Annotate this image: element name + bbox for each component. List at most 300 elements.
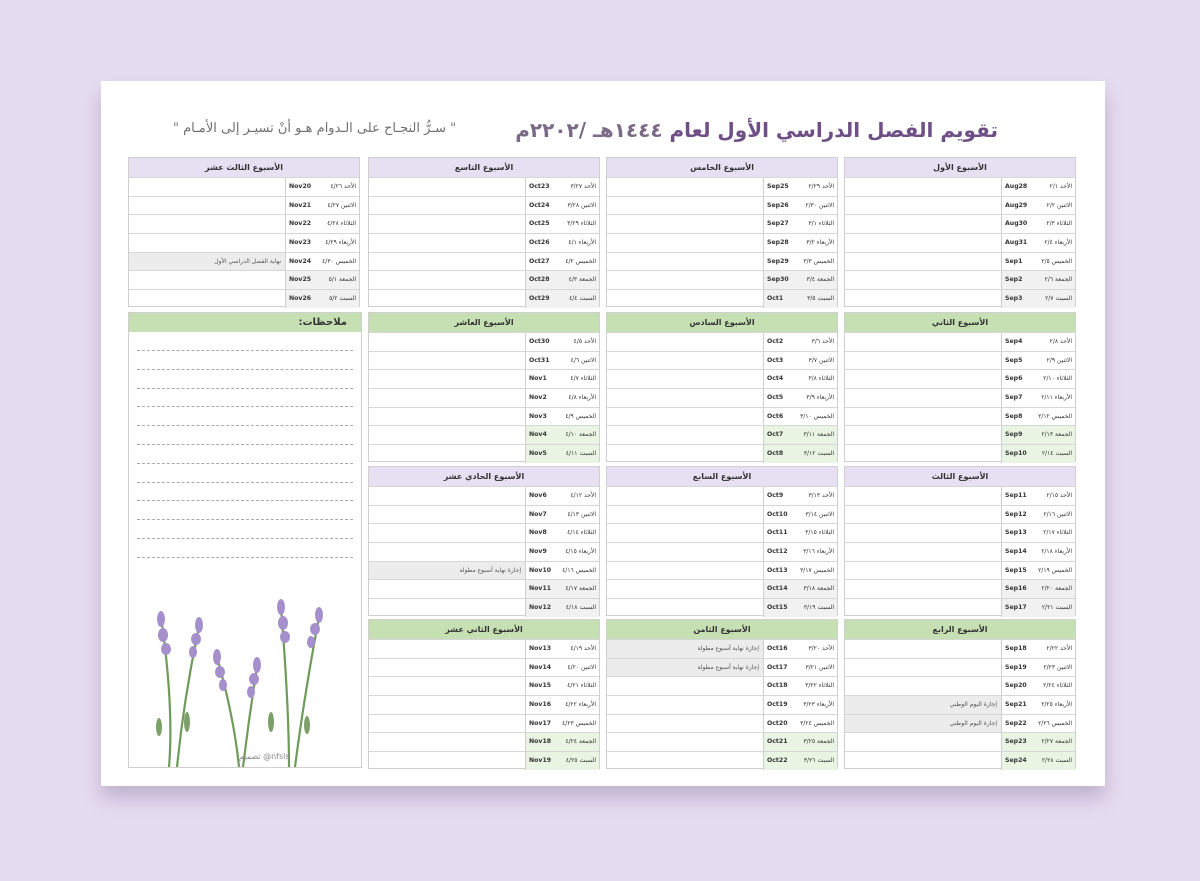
day-note-cell[interactable] [369,445,525,463]
gregorian-date: Sep25 [767,183,789,190]
day-note-cell[interactable] [845,677,1001,695]
notes-line[interactable] [137,519,353,520]
day-row[interactable] [369,425,599,444]
hijri-day: الثلاثاء ٤/١٤ [567,529,596,537]
day-note-cell[interactable] [607,752,763,770]
day-note-cell[interactable] [369,752,525,770]
day-note-cell[interactable] [845,215,1001,233]
day-row[interactable] [369,732,599,751]
day-row[interactable] [129,252,359,271]
day-cell [525,543,599,561]
day-row[interactable] [369,505,599,524]
day-row[interactable] [607,233,837,252]
week-title: الأسبوع الثامن [607,620,837,639]
day-note-cell[interactable] [845,290,1001,308]
day-row[interactable] [129,270,359,289]
day-row[interactable] [845,270,1075,289]
day-row[interactable] [369,676,599,695]
day-row[interactable] [369,351,599,370]
day-row[interactable] [845,351,1075,370]
day-note-cell[interactable] [369,215,525,233]
day-note-cell[interactable] [607,562,763,580]
day-note-cell[interactable] [607,426,763,444]
day-note-cell[interactable] [845,696,1001,714]
hijri-day: الثلاثاء ٢/٢٤ [1043,682,1072,690]
day-row[interactable] [369,714,599,733]
day-cell [763,659,837,677]
day-cell [763,234,837,252]
day-note-cell[interactable] [369,178,525,196]
day-note-cell[interactable] [607,271,763,289]
day-note-cell[interactable] [607,580,763,598]
day-row[interactable] [845,233,1075,252]
gregorian-date: Oct3 [767,356,784,364]
day-note-cell[interactable] [369,640,525,658]
day-row[interactable] [369,252,599,271]
day-note-cell[interactable] [369,696,525,714]
hijri-day: الاثنين ٢/٢٣ [1043,663,1072,671]
day-row[interactable] [607,369,837,388]
hijri-day: الأربعاء ٤/١٥ [565,548,596,556]
hijri-day: السبت ٢/٢١ [1041,604,1072,612]
day-note-cell[interactable] [369,426,525,444]
day-note-cell[interactable] [845,524,1001,542]
gregorian-date: Sep9 [1005,431,1023,439]
day-note-cell[interactable] [845,487,1001,505]
day-note-cell[interactable] [607,733,763,751]
gregorian-date: Aug30 [1005,220,1028,228]
day-row[interactable] [845,332,1075,351]
day-row[interactable] [369,270,599,289]
day-row[interactable] [845,598,1075,617]
event-label: نهاية الفصل الدراسي الأول [214,257,281,265]
page-title [515,118,998,142]
gregorian-date: Nov20 [289,183,312,190]
notes-line[interactable] [137,500,353,501]
day-row[interactable] [845,214,1075,233]
day-row[interactable] [369,598,599,617]
hijri-day: الثلاثاء ٣/٨ [808,375,834,383]
day-row[interactable] [369,542,599,561]
day-cell [525,271,599,289]
hijri-day: الأحد ٤/١٢ [570,492,596,499]
hijri-day: الاثنين ٤/٢٠ [567,663,596,671]
day-row[interactable] [369,561,599,580]
gregorian-date: Sep5 [1005,356,1023,364]
day-cell [763,333,837,351]
hijri-day: الجمعة ٣/١٨ [803,585,834,593]
week-card [128,157,360,307]
gregorian-date: Sep12 [1005,510,1027,518]
day-cell [525,524,599,542]
day-row[interactable] [369,523,599,542]
day-note-cell[interactable] [369,659,525,677]
hijri-day: الجمعة ٣/١١ [803,431,834,439]
day-cell [763,197,837,215]
day-note-cell[interactable] [607,408,763,426]
day-row[interactable] [129,196,359,215]
day-note-cell[interactable] [129,215,285,233]
day-note-cell[interactable] [845,715,1001,733]
day-row[interactable] [607,676,837,695]
day-row[interactable] [607,388,837,407]
day-row[interactable] [845,714,1075,733]
day-row[interactable] [607,751,837,770]
day-cell [285,178,359,196]
day-note-cell[interactable] [607,599,763,617]
day-row[interactable] [607,486,837,505]
gregorian-date: Oct22 [767,757,788,765]
day-row[interactable] [369,695,599,714]
gregorian-date: Oct20 [767,719,788,727]
day-row[interactable] [369,444,599,463]
day-row[interactable] [845,658,1075,677]
day-note-cell[interactable] [369,290,525,308]
day-note-cell[interactable] [369,271,525,289]
day-cell [525,389,599,407]
day-note-cell[interactable] [607,677,763,695]
hijri-day: الجمعة ٣/٤ [806,276,834,284]
hijri-day: الأحد ٤/٥ [573,338,596,345]
day-note-cell[interactable] [845,733,1001,751]
day-row[interactable] [845,542,1075,561]
day-note-cell[interactable] [369,333,525,351]
day-note-cell[interactable] [369,197,525,215]
day-row[interactable] [607,407,837,426]
gregorian-date: Oct31 [529,356,550,364]
day-cell [1001,543,1075,561]
gregorian-date: Oct7 [767,431,784,439]
day-cell [763,389,837,407]
hijri-day: السبت ٣/١٢ [803,450,834,458]
day-note-cell[interactable] [845,506,1001,524]
hijri-day: الاثنين ٣/٢١ [805,663,834,671]
day-cell [525,562,599,580]
day-cell [1001,524,1075,542]
hijri-day: الأحد ٣/١٣ [808,492,834,499]
day-note-cell[interactable] [845,426,1001,444]
day-note-cell[interactable] [369,370,525,388]
day-note-cell[interactable] [845,253,1001,271]
day-cell [525,580,599,598]
day-row[interactable] [129,177,359,196]
day-row[interactable] [607,639,837,658]
hijri-day: الاثنين ٤/٢٧ [327,201,356,209]
week-card [844,312,1076,462]
week-card [606,312,838,462]
day-note-cell[interactable] [607,352,763,370]
hijri-day: الأحد ٤/٢٦ [330,183,356,190]
day-cell [763,677,837,695]
day-row[interactable] [607,658,837,677]
day-cell [763,562,837,580]
hijri-day: السبت ٣/٥ [807,295,834,303]
hijri-day: الأربعاء ٢/٢٥ [1041,701,1072,709]
week-title: الأسبوع الثالث عشر [129,158,359,177]
day-note-cell[interactable] [845,408,1001,426]
day-row[interactable] [845,289,1075,308]
day-note-cell[interactable] [129,290,285,308]
day-row[interactable] [845,523,1075,542]
day-cell [763,580,837,598]
day-row[interactable] [607,214,837,233]
day-note-cell[interactable] [845,178,1001,196]
week-title: الأسبوع الثالث [845,467,1075,486]
day-row[interactable] [845,579,1075,598]
day-note-cell[interactable] [607,370,763,388]
day-row[interactable] [845,561,1075,580]
day-row[interactable] [369,214,599,233]
day-note-cell[interactable] [369,733,525,751]
day-cell [1001,640,1075,658]
notes-line[interactable] [137,557,353,558]
day-note-cell[interactable] [369,506,525,524]
notes-line[interactable] [137,444,353,445]
day-row[interactable] [607,270,837,289]
hijri-day: الجمعة ٤/٣ [568,276,596,284]
day-row[interactable] [845,425,1075,444]
gregorian-date: Nov2 [529,394,547,402]
gregorian-date: Sep26 [767,201,789,209]
day-note-cell[interactable] [369,253,525,271]
day-note-cell[interactable] [845,599,1001,617]
day-row[interactable] [369,751,599,770]
notes-line[interactable] [137,463,353,464]
day-row[interactable] [369,196,599,215]
hijri-day: الخميس ٣/١٠ [800,412,834,420]
day-note-cell[interactable] [369,487,525,505]
day-cell [763,178,837,196]
day-row[interactable] [607,561,837,580]
day-cell [763,271,837,289]
lavender-illustration [139,597,349,767]
day-note-cell[interactable] [607,197,763,215]
day-row[interactable] [845,444,1075,463]
day-note-cell[interactable] [845,543,1001,561]
day-row[interactable] [845,732,1075,751]
day-row[interactable] [607,351,837,370]
day-note-cell[interactable] [607,659,763,677]
day-cell [763,599,837,617]
hijri-day: الأحد ٣/٢٧ [570,183,596,190]
day-note-cell[interactable] [845,234,1001,252]
day-cell [525,599,599,617]
day-row[interactable] [607,289,837,308]
day-row[interactable] [607,598,837,617]
day-row[interactable] [369,332,599,351]
day-row[interactable] [369,289,599,308]
day-row[interactable] [845,252,1075,271]
day-note-cell[interactable] [607,234,763,252]
day-note-cell[interactable] [607,524,763,542]
notes-line[interactable] [137,425,353,426]
hijri-day: الثلاثاء ٣/٢٩ [567,220,596,228]
day-row[interactable] [845,486,1075,505]
notes-line[interactable] [137,482,353,483]
notes-line[interactable] [137,406,353,407]
day-row[interactable] [845,695,1075,714]
gregorian-date: Oct12 [767,548,788,556]
day-row[interactable] [845,407,1075,426]
day-row[interactable] [607,177,837,196]
day-note-cell[interactable] [607,696,763,714]
notes-line[interactable] [137,538,353,539]
day-row[interactable] [369,639,599,658]
gregorian-date: Nov8 [529,529,547,537]
day-row[interactable] [129,289,359,308]
day-note-cell[interactable] [607,543,763,561]
week-card [606,619,838,769]
day-cell [285,234,359,252]
notes-line[interactable] [137,369,353,370]
day-note-cell[interactable] [369,599,525,617]
day-row[interactable] [607,579,837,598]
gregorian-date: Sep6 [1005,375,1023,383]
day-row[interactable] [845,196,1075,215]
day-note-cell[interactable] [607,445,763,463]
day-row[interactable] [369,486,599,505]
day-row[interactable] [845,751,1075,770]
day-row[interactable] [607,505,837,524]
hijri-day: الخميس ٣/١٧ [800,566,834,574]
day-cell [1001,370,1075,388]
day-cell [1001,487,1075,505]
day-note-cell[interactable] [369,408,525,426]
hijri-day: السبت ٢/٢٨ [1041,757,1072,765]
day-row[interactable] [607,444,837,463]
day-note-cell[interactable] [369,352,525,370]
day-row[interactable] [845,639,1075,658]
day-note-cell[interactable] [845,752,1001,770]
day-row[interactable] [845,676,1075,695]
hijri-day: الاثنين ٢/٢ [1046,201,1072,209]
hijri-day: الثلاثاء ٢/١٧ [1043,529,1072,537]
week-title: الأسبوع السادس [607,313,837,332]
day-note-cell[interactable] [607,253,763,271]
day-row[interactable] [607,542,837,561]
day-note-cell[interactable] [607,640,763,658]
day-note-cell[interactable] [129,253,285,271]
gregorian-date: Sep14 [1005,548,1027,556]
gregorian-date: Nov18 [529,738,552,746]
day-cell [525,640,599,658]
designer-credit: تصميم @nfsls [239,752,290,761]
notes-line[interactable] [137,388,353,389]
day-note-cell[interactable] [845,271,1001,289]
day-cell [525,370,599,388]
gregorian-date: Sep30 [767,276,789,284]
day-note-cell[interactable] [129,178,285,196]
day-note-cell[interactable] [369,389,525,407]
day-row[interactable] [607,332,837,351]
day-note-cell[interactable] [607,290,763,308]
hijri-day: الجمعة ٢/١٣ [1041,431,1072,439]
day-note-cell[interactable] [607,215,763,233]
day-note-cell[interactable] [607,487,763,505]
day-note-cell[interactable] [129,197,285,215]
day-row[interactable] [369,369,599,388]
hijri-day: الأربعاء ٣/٢٣ [803,701,834,709]
day-note-cell[interactable] [369,715,525,733]
day-note-cell[interactable] [845,580,1001,598]
day-row[interactable] [369,388,599,407]
day-cell [525,659,599,677]
day-row[interactable] [369,407,599,426]
day-note-cell[interactable] [369,677,525,695]
day-note-cell[interactable] [129,271,285,289]
day-row[interactable] [845,388,1075,407]
day-note-cell[interactable] [607,178,763,196]
day-note-cell[interactable] [369,562,525,580]
day-cell [1001,178,1075,196]
day-row[interactable] [845,505,1075,524]
hijri-day: السبت ٢/٧ [1045,295,1072,303]
day-row[interactable] [369,579,599,598]
week-title: الأسبوع الثاني [845,313,1075,332]
notes-panel[interactable] [128,312,362,768]
gregorian-date: Nov11 [529,585,552,593]
day-row[interactable] [369,233,599,252]
day-row[interactable] [607,523,837,542]
day-note-cell[interactable] [369,580,525,598]
day-note-cell[interactable] [369,234,525,252]
gregorian-date: Oct21 [767,738,788,746]
day-row[interactable] [607,695,837,714]
day-row[interactable] [607,252,837,271]
day-note-cell[interactable] [845,562,1001,580]
day-note-cell[interactable] [607,715,763,733]
day-row[interactable] [369,658,599,677]
day-note-cell[interactable] [845,389,1001,407]
day-note-cell[interactable] [845,659,1001,677]
gregorian-date: Sep18 [1005,645,1027,652]
day-row[interactable] [607,732,837,751]
day-row[interactable] [845,369,1075,388]
day-note-cell[interactable] [369,543,525,561]
day-note-cell[interactable] [845,352,1001,370]
day-note-cell[interactable] [607,389,763,407]
day-row[interactable] [129,214,359,233]
day-row[interactable] [607,714,837,733]
hijri-day: الأربعاء ٣/١٦ [803,548,834,556]
day-note-cell[interactable] [607,333,763,351]
notes-line[interactable] [137,350,353,351]
hijri-day: الأحد ٢/١٥ [1046,492,1072,499]
day-note-cell[interactable] [607,506,763,524]
day-note-cell[interactable] [845,197,1001,215]
day-note-cell[interactable] [845,333,1001,351]
day-row[interactable] [129,233,359,252]
gregorian-date: Sep21 [1005,701,1027,709]
day-note-cell[interactable] [845,445,1001,463]
day-note-cell[interactable] [845,640,1001,658]
day-note-cell[interactable] [129,234,285,252]
day-row[interactable] [607,196,837,215]
week-title: الأسبوع الثاني عشر [369,620,599,639]
calendar-sheet [101,81,1105,786]
day-note-cell[interactable] [369,524,525,542]
hijri-day: الخميس ٣/٢٤ [800,719,834,727]
hijri-day: الخميس ٤/١٦ [562,566,596,574]
day-cell [1001,445,1075,463]
day-row[interactable] [369,177,599,196]
gregorian-date: Oct10 [767,510,788,518]
day-cell [1001,599,1075,617]
day-row[interactable] [607,425,837,444]
day-row[interactable] [845,177,1075,196]
day-cell [1001,696,1075,714]
day-note-cell[interactable] [845,370,1001,388]
